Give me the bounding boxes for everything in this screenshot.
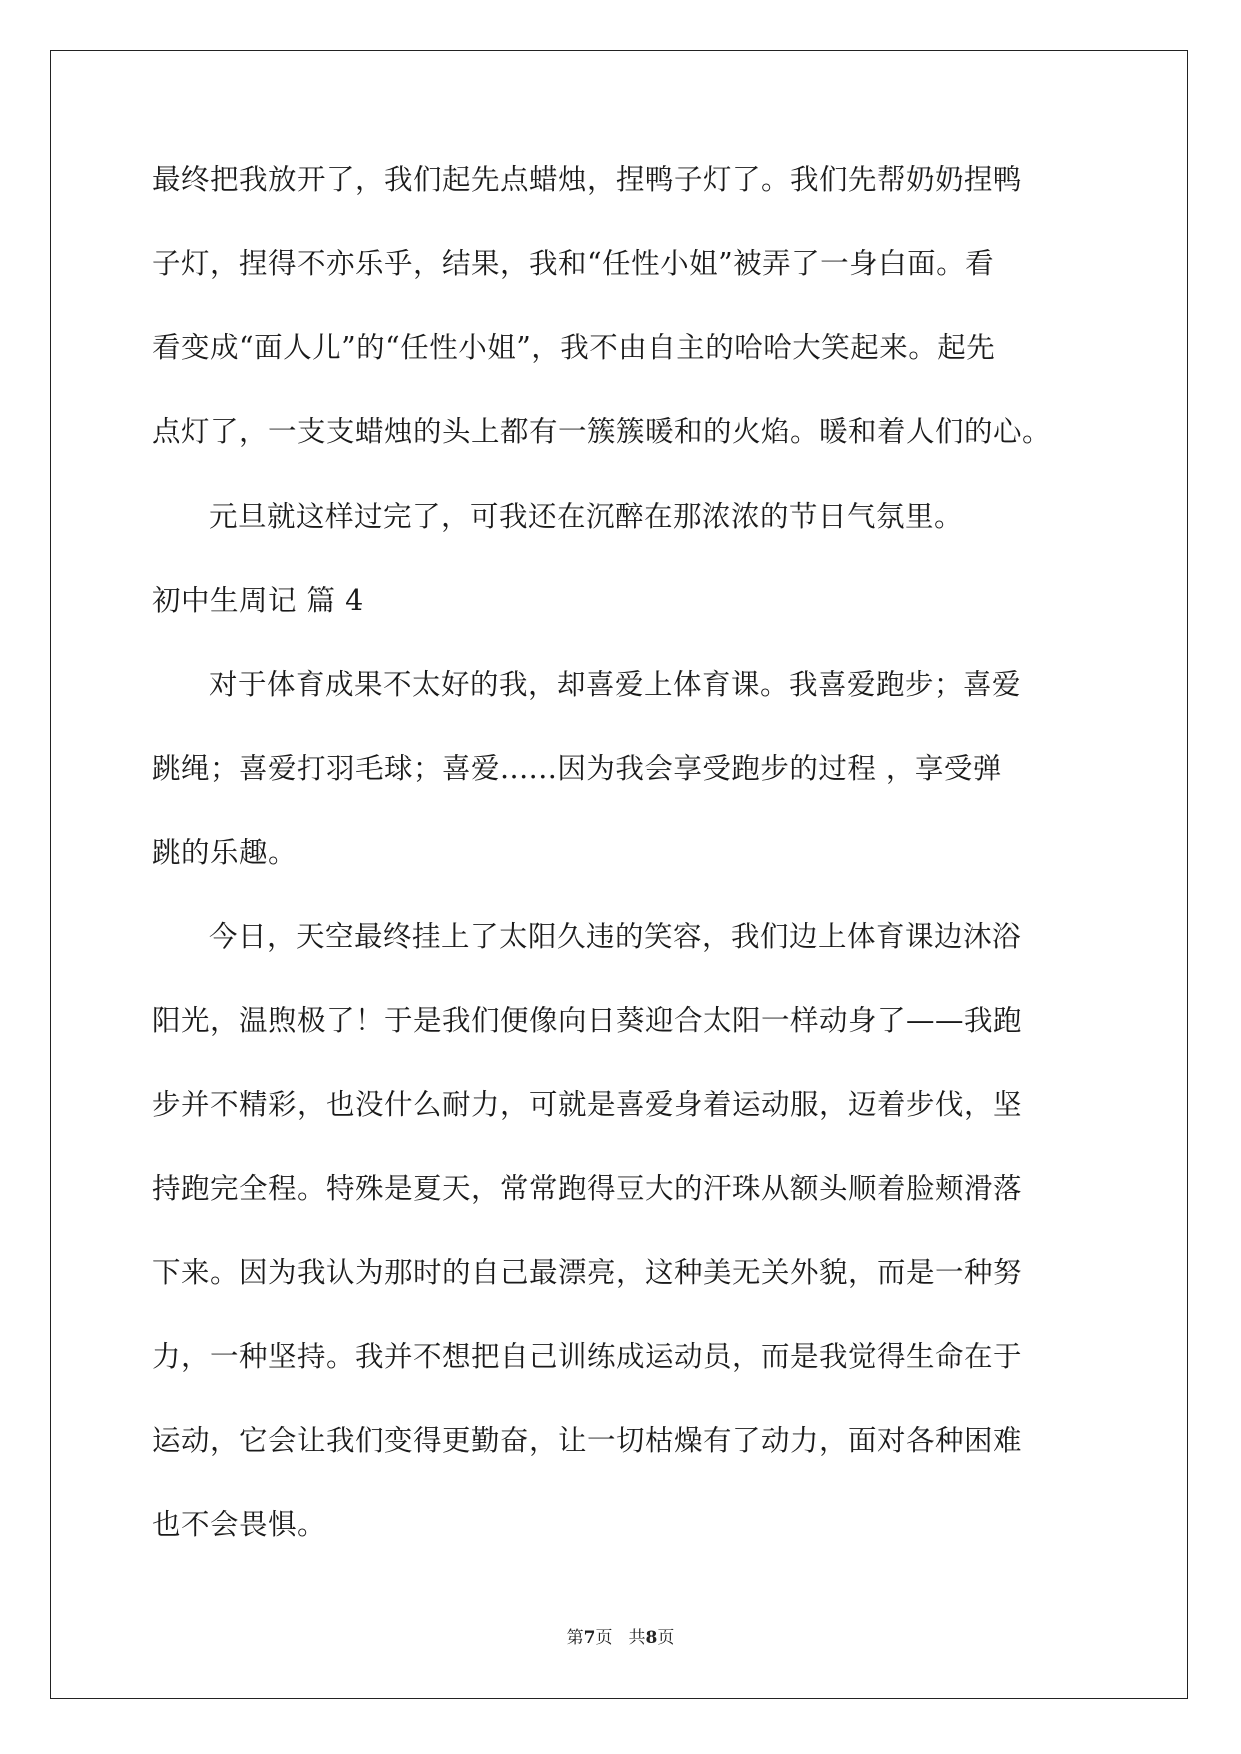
paragraph-line: 跳绳；喜爱打羽毛球；喜爱......因为我会享受跑步的过程 ，享受弹 [152, 752, 1002, 785]
paragraph-line: 持跑完全程。特殊是夏天，常常跑得豆大的汗珠从额头顺着脸颊滑落 [152, 1172, 1023, 1205]
total-pages-label [629, 1628, 675, 1648]
paragraph-line: 也不会畏惧。 [152, 1508, 327, 1541]
paragraph-line: 运动，它会让我们变得更勤奋，让一切枯燥有了动力，面对各种困难 [152, 1424, 1023, 1457]
section-heading: 初中生周记 篇 4 [152, 584, 364, 617]
total-pages-number: 8 [645, 1628, 658, 1648]
paragraph-line: 跳的乐趣。 [152, 836, 298, 869]
page-suffix: 页 [595, 1628, 613, 1648]
paragraph-line: 阳光，温煦极了！于是我们便像向日葵迎合太阳一样动身了——我跑 [152, 1004, 1023, 1037]
paragraph-line: 对于体育成果不太好的我，却喜爱上体育课。我喜爱跑步；喜爱 [209, 668, 1022, 701]
page-prefix: 第 [566, 1628, 584, 1648]
paragraph-line: 下来。因为我认为那时的自己最漂亮，这种美无关外貌，而是一种努 [152, 1256, 1023, 1289]
total-prefix: 共 [628, 1628, 646, 1648]
paragraph-line: 最终把我放开了，我们起先点蜡烛，捏鸭子灯了。我们先帮奶奶捏鸭 [152, 163, 1023, 196]
paragraph-line: 点灯了，一支支蜡烛的头上都有一簇簇暖和的火焰。暖和着人们的心。 [152, 415, 1052, 448]
page-number-label [567, 1628, 613, 1648]
page-footer [0, 1627, 1241, 1649]
current-page-number: 7 [583, 1628, 596, 1648]
paragraph-line: 步并不精彩，也没什么耐力，可就是喜爱身着运动服，迈着步伐，坚 [152, 1088, 1023, 1121]
paragraph-line: 元旦就这样过完了，可我还在沉醉在那浓浓的节日气氛里。 [209, 500, 964, 533]
total-suffix: 页 [657, 1628, 675, 1648]
paragraph-line: 今日，天空最终挂上了太阳久违的笑容，我们边上体育课边沐浴 [209, 920, 1022, 953]
paragraph-line: 力，一种坚持。我并不想把自己训练成运动员，而是我觉得生命在于 [152, 1340, 1023, 1373]
paragraph-line: 看变成“面人儿”的“任性小姐”，我不由自主的哈哈大笑起来。起先 [152, 331, 996, 364]
paragraph-line: 子灯，捏得不亦乐乎，结果，我和“任性小姐”被弄了一身白面。看 [152, 247, 995, 280]
